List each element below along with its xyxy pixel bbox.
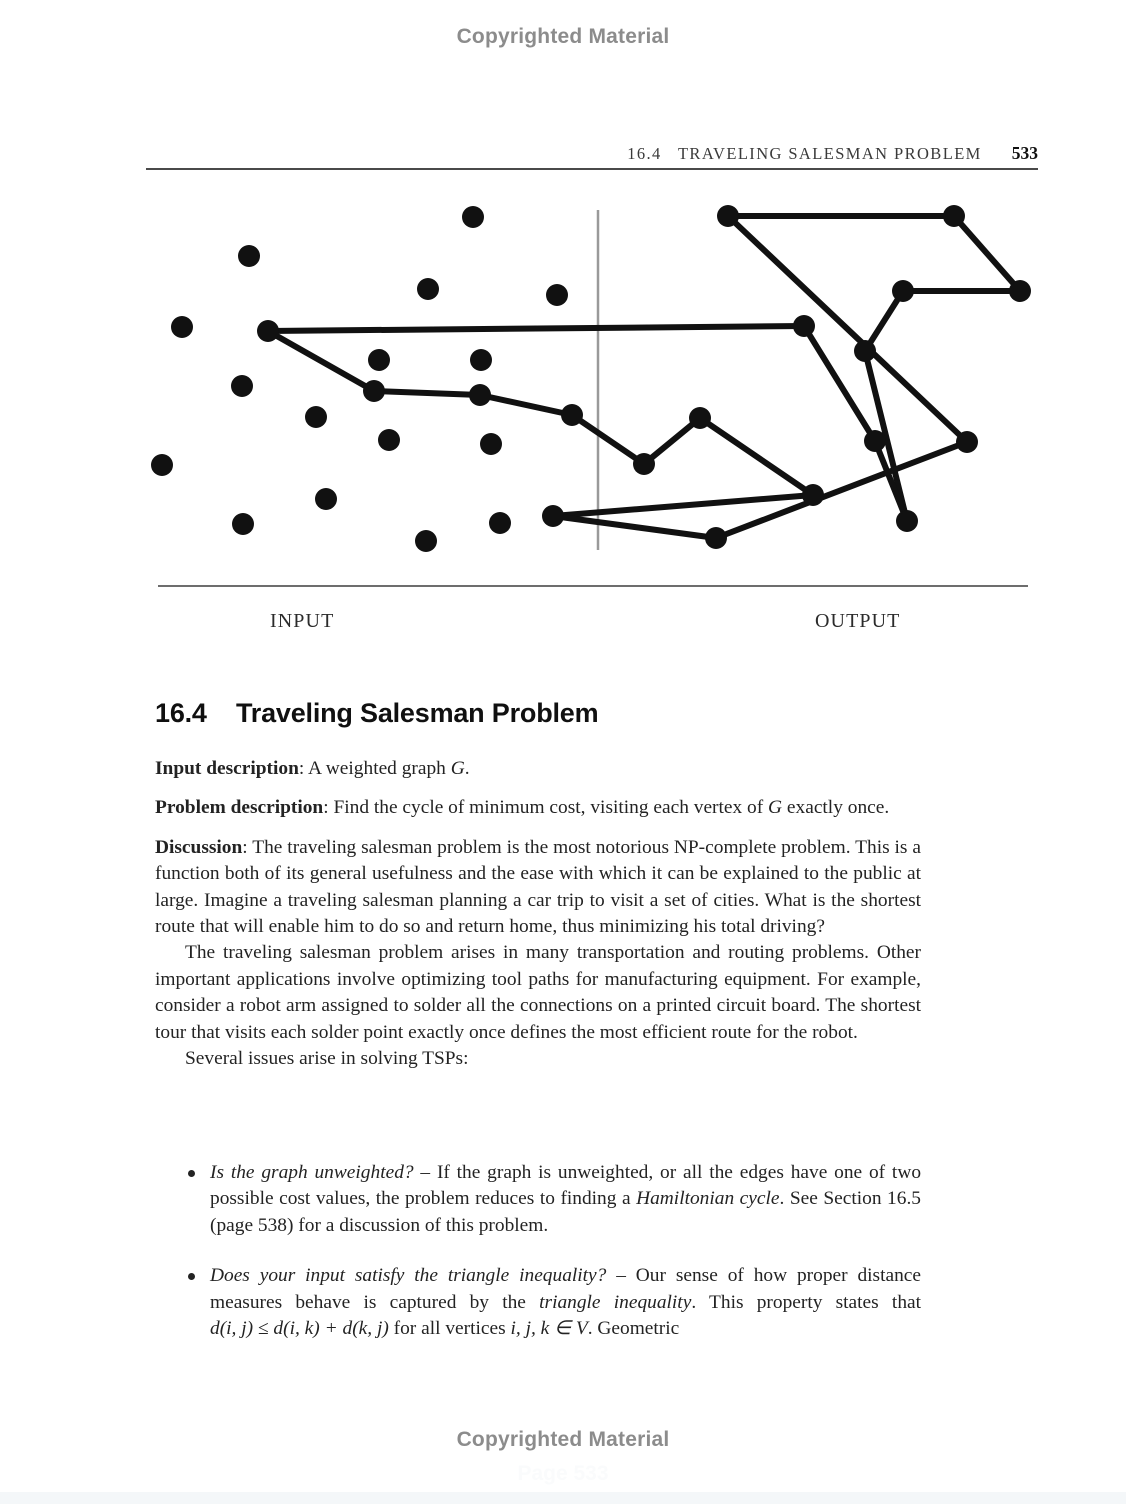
tour-node: [1009, 280, 1031, 302]
bullet-text-2c: for all vertices: [388, 1318, 511, 1340]
figure-rule: [158, 585, 1028, 587]
bullet-text-2b: . This property states that: [691, 1291, 922, 1313]
input-point: [232, 513, 254, 535]
watermark-bottom: Copyrighted Material: [456, 1428, 670, 1451]
input-point: [546, 284, 568, 306]
tour-node: [802, 484, 824, 506]
problem-description-label: Problem description: [155, 797, 324, 819]
input-point: [378, 429, 400, 451]
bullet-text-2a: Our sense of how proper distance measures behave is captured by the: [210, 1265, 921, 1313]
running-head-title: 16.4 TRAVELING SALESMAN PROBLEM: [627, 144, 982, 163]
input-point: [470, 349, 492, 371]
bullet-text-2d: . Geometric: [587, 1318, 680, 1340]
figure-captions: [158, 610, 1028, 644]
input-point: [238, 245, 260, 267]
bullet-formula-2: i, j, k ∈ V: [510, 1318, 588, 1340]
input-description-label: Input description: [155, 758, 299, 779]
bullet-question-1: Is the graph unweighted?: [210, 1162, 414, 1183]
input-point: [462, 206, 484, 228]
tour-nodes: [257, 205, 1031, 549]
tour-node: [956, 431, 978, 453]
input-description-paragraph: [155, 756, 921, 782]
tour-node: [363, 380, 385, 402]
tour-edge: [553, 516, 716, 538]
tour-edge: [480, 395, 572, 415]
tour-node: [793, 315, 815, 337]
tour-node: [542, 505, 564, 527]
input-point: [315, 488, 337, 510]
input-description-variable: G: [450, 758, 465, 779]
bullet-dot-icon: [188, 1273, 195, 1280]
problem-description-variable: G: [768, 797, 783, 819]
bottom-strip: [0, 1492, 1126, 1504]
tour-edge: [700, 418, 813, 495]
tour-node: [896, 510, 918, 532]
input-description-end: .: [464, 758, 470, 779]
tour-node: [705, 527, 727, 549]
list-item: [155, 1263, 921, 1342]
bullet-formula-1: d(i, j) ≤ d(i, k) + d(k, j): [210, 1318, 389, 1340]
tsp-figure: [140, 186, 1040, 578]
input-point: [171, 316, 193, 338]
bullet-italic-1a: Hamiltonian cycle: [636, 1188, 780, 1210]
input-nodes: [151, 206, 568, 552]
bullet-text-1b: . See Section 16.5 (page 538) for a discussion of this problem.: [210, 1188, 921, 1236]
input-point: [480, 433, 502, 455]
tour-node: [689, 407, 711, 429]
tsp-figure-svg: [140, 186, 1040, 578]
tour-edge: [268, 331, 374, 391]
input-point: [231, 375, 253, 397]
input-point: [489, 512, 511, 534]
output-caption: OUTPUT: [815, 610, 901, 632]
running-head: [146, 143, 1038, 164]
input-point: [368, 349, 390, 371]
watermark-page-label: Page 533: [517, 1462, 609, 1485]
tour-node: [943, 205, 965, 227]
tour-node: [469, 384, 491, 406]
tour-edge: [572, 415, 644, 464]
tour-node: [892, 280, 914, 302]
header-rule: [146, 168, 1038, 170]
input-point: [417, 278, 439, 300]
tour-node: [854, 340, 876, 362]
running-head-page-number: 533: [1011, 143, 1038, 163]
tour-node: [864, 430, 886, 452]
discussion-label: Discussion: [155, 836, 243, 858]
tour-edge: [374, 391, 480, 395]
section-heading: 16.4 Traveling Salesman Problem: [155, 698, 599, 728]
tour-edges: [268, 216, 1020, 538]
discussion-paragraph-1: [155, 835, 921, 941]
discussion-paragraph-2: The traveling salesman problem arises in many transportation and routing problems. Other important applications involve optimizing tool paths for manufacturing equipment. For example, consider a robot arm assigned to solder all the connections on a printed circuit board. The shortest tour that visits each solder point exactly once defines the most efficient route for the robot.: [155, 942, 921, 1043]
discussion-text-1: : The traveling salesman problem is the most notorious NP-complete problem. This is a function both of its general usefulness and the ease with which it can be explained to the public at large. Imagine a traveling salesman planning a car trip to visit a set of cities. What is the shortest route that will enable him to do so and return home, thus minimizing his total driving?: [155, 836, 921, 938]
issue-list: [155, 1160, 921, 1342]
tour-node: [633, 453, 655, 475]
tour-node: [717, 205, 739, 227]
bullet-italic-2a: triangle inequality: [539, 1291, 692, 1313]
watermark-top: Copyrighted Material: [456, 25, 670, 48]
problem-description-end: exactly once.: [782, 797, 890, 819]
input-point: [305, 406, 327, 428]
bullet-dash-2: –: [606, 1265, 636, 1287]
problem-description-paragraph: [155, 795, 921, 821]
bullet-text-1a: If the graph is unweighted, or all the edges have one of two possible cost values, the problem reduces to finding a: [210, 1162, 922, 1210]
tour-node: [561, 404, 583, 426]
tour-edge: [954, 216, 1020, 291]
input-point: [151, 454, 173, 476]
input-point: [415, 530, 437, 552]
bullet-dash-1: –: [413, 1162, 437, 1183]
body-content: [155, 756, 921, 1072]
bullet-dot-icon: [188, 1170, 195, 1177]
list-item: [155, 1160, 921, 1239]
input-caption: INPUT: [270, 610, 335, 632]
tour-edge: [268, 326, 804, 331]
problem-description-text: : Find the cycle of minimum cost, visiting each vertex of: [323, 797, 769, 819]
input-description-text: : A weighted graph: [298, 758, 451, 779]
tour-node: [257, 320, 279, 342]
bullet-question-2: Does your input satisfy the triangle inequality?: [210, 1265, 607, 1287]
discussion-paragraph-3: Several issues arise in solving TSPs:: [185, 1048, 469, 1070]
